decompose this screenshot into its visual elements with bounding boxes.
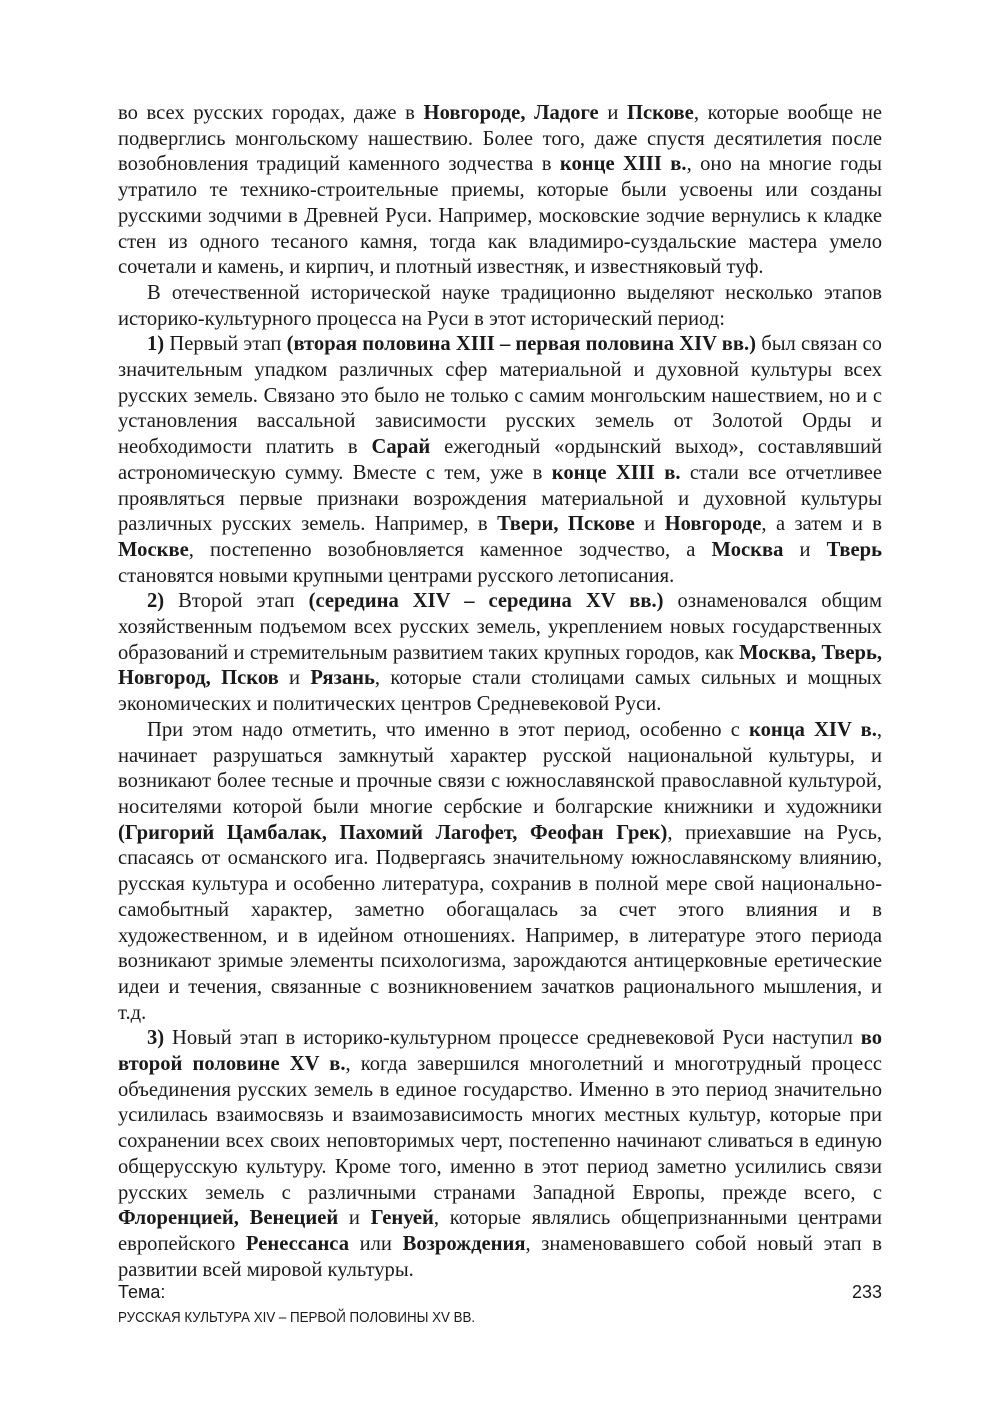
bold-text-run: Москва, Тверь, Новгород, Псков bbox=[118, 641, 882, 690]
text-run: , начинает разрушаться замкнутый характер русской национальной культуры, и возникают более тесные и прочные связи с южнославянской православной культурой, носителями которой были многие сербские и болгарские книжники и художники bbox=[118, 718, 883, 818]
text-run: , знаменовавшего собой новый этап в развитии всей мировой культуры. bbox=[118, 1232, 882, 1281]
bold-text-run: конце XIII в. bbox=[559, 153, 687, 176]
paragraph bbox=[118, 589, 882, 718]
bold-text-run: Москва bbox=[711, 538, 784, 561]
bold-text-run: Сарай bbox=[371, 436, 431, 459]
text-run: , приехавшие на Русь, спасаясь от османского ига. Подвергаясь значительному южнославянскому влиянию, русская культура и особенно литература, сохранив в полной мере свой национально-самобытный характер, заметно обогащалась за счет этого влияния и в художественном, и в идейном отношениях. Например, в литературе этого периода возникают зримые элементы психологизма, зарождаются антицерковные еретические идеи и течения, связанные с возникновением зачатков рационального мышления, и т.д. bbox=[118, 821, 882, 1024]
text-run: во всех русских городах, даже в bbox=[118, 102, 424, 124]
footer-topic-title: РУССКАЯ КУЛЬТУРА XIV – ПЕРВОЙ ПОЛОВИНЫ XV ВВ. bbox=[118, 1310, 476, 1326]
text-run: , оно на многие годы утратило те технико-строительные приемы, которые были усвоены или созданы русскими зодчими в Древней Руси. Например, московские зодчие вернулись к кладке стен из одного тесаного камня, тогда как владимиро-суздальские мастера умело сочетали и камень, и кирпич, и плотный известняк, и известняковый туф. bbox=[118, 153, 883, 279]
bold-text-run: (вторая половина XIII – первая половина XIV вв.) bbox=[286, 333, 757, 356]
bold-text-run: конце XIII в. bbox=[551, 461, 681, 484]
bold-text-run: Новгороде bbox=[664, 513, 762, 536]
text-run: , постепенно возобновляется каменное зодчество, а bbox=[188, 538, 712, 561]
paragraph bbox=[118, 332, 882, 589]
page-footer bbox=[118, 1281, 882, 1328]
paragraph bbox=[118, 1026, 882, 1283]
text-run: и bbox=[783, 538, 827, 561]
bold-text-run: Ренессанса bbox=[245, 1232, 349, 1255]
text-run: и bbox=[634, 513, 665, 536]
text-run: и bbox=[338, 1207, 371, 1230]
bold-text-run: (середина XIV – середина XV вв.) bbox=[308, 590, 664, 613]
text-run: , которые вообще не подверглись монгольскому нашествию. Более того, даже спустя десятилетия после возобновления традиций каменного зодчества в bbox=[118, 102, 882, 176]
paragraph bbox=[118, 101, 882, 281]
bold-text-run: (Григорий Цамбалак, Пахомий Лагофет, Феофан Грек) bbox=[118, 821, 668, 844]
bold-text-run: Флоренцией, Венецией bbox=[118, 1207, 339, 1230]
text-run: Новый этап в историко-культурном процессе средневековой Руси наступил bbox=[164, 1027, 861, 1050]
bold-text-run: 2) bbox=[147, 590, 165, 613]
bold-text-run: Пскове bbox=[627, 102, 694, 124]
bold-text-run: 3) bbox=[147, 1027, 165, 1050]
bold-text-run: 1) bbox=[147, 333, 165, 356]
text-run: , которые стали столицами самых сильных и мощных экономических и политических центров Средневековой Руси. bbox=[118, 667, 882, 716]
text-run: ознаменовался общим хозяйственным подъемом всех русских земель, укреплением новых государственных образований и стремительным развитием таких крупных городов, как bbox=[118, 590, 882, 664]
text-run: Второй этап bbox=[164, 590, 309, 613]
page-number: 233 bbox=[851, 1282, 882, 1302]
footer-topic-label: Тема: bbox=[118, 1282, 166, 1302]
paragraph bbox=[118, 281, 882, 332]
bold-text-run: конца XIV в. bbox=[749, 718, 877, 741]
bold-text-run: Рязань bbox=[310, 667, 375, 690]
text-run: , которые являлись общепризнанными центрами европейского bbox=[118, 1207, 882, 1255]
bold-text-run: Возрождения bbox=[402, 1232, 526, 1255]
paragraph bbox=[118, 718, 882, 1026]
text-run: был связан со значительным упадком различных сфер материальной и духовной культуры всех русских земель. Связано это было не только с самим монгольским нашествием, но и с установления вассальной зависимости русских земель от Золотой Орды и необходимости платить в bbox=[118, 333, 882, 459]
text-run: стали все отчетливее проявляться первые признаки возрождения материальной и духовной культуры различных русских земель. Например, в bbox=[118, 461, 882, 536]
bold-text-run: Новгороде, Ладоге bbox=[423, 102, 599, 124]
text-run: и bbox=[278, 667, 311, 690]
text-run: , когда завершился многолетний и многотрудный процесс объединения русских земель в единое государство. Именно в это период значительно усилилась взаимосвязь и взаимозависимость многих местных культур, которые при сохранении всех своих неповторимых черт, постепенно начинают сливаться в единую общерусскую культуру. Кроме того, именно в этот период заметно усилились связи русских земель с различными странами Западной Европы, прежде всего, с bbox=[118, 1053, 882, 1204]
text-run: Первый этап bbox=[164, 333, 287, 356]
bold-text-run: Твери, Пскове bbox=[497, 513, 635, 536]
text-run: становятся новыми крупными центрами русского летописания. bbox=[118, 564, 675, 587]
bold-text-run: Генуей bbox=[370, 1207, 434, 1230]
bold-text-run: Тверь bbox=[826, 538, 882, 561]
text-run: В отечественной исторической науке традиционно выделяют несколько этапов историко-культурного процесса на Руси в этот исторический период: bbox=[118, 281, 882, 330]
body-text bbox=[118, 101, 882, 1283]
text-run: , а затем и в bbox=[761, 513, 882, 536]
text-run: или bbox=[349, 1232, 403, 1255]
text-run: ежегодный «ордынский выход», составлявший астрономическую сумму. Вместе с тем, уже в bbox=[118, 436, 882, 484]
text-run: и bbox=[598, 102, 627, 124]
bold-text-run: Москве bbox=[118, 538, 189, 561]
text-run: При этом надо отметить, что именно в этот период, особенно с bbox=[147, 718, 749, 741]
bold-text-run: во второй половине XV в. bbox=[118, 1027, 882, 1076]
